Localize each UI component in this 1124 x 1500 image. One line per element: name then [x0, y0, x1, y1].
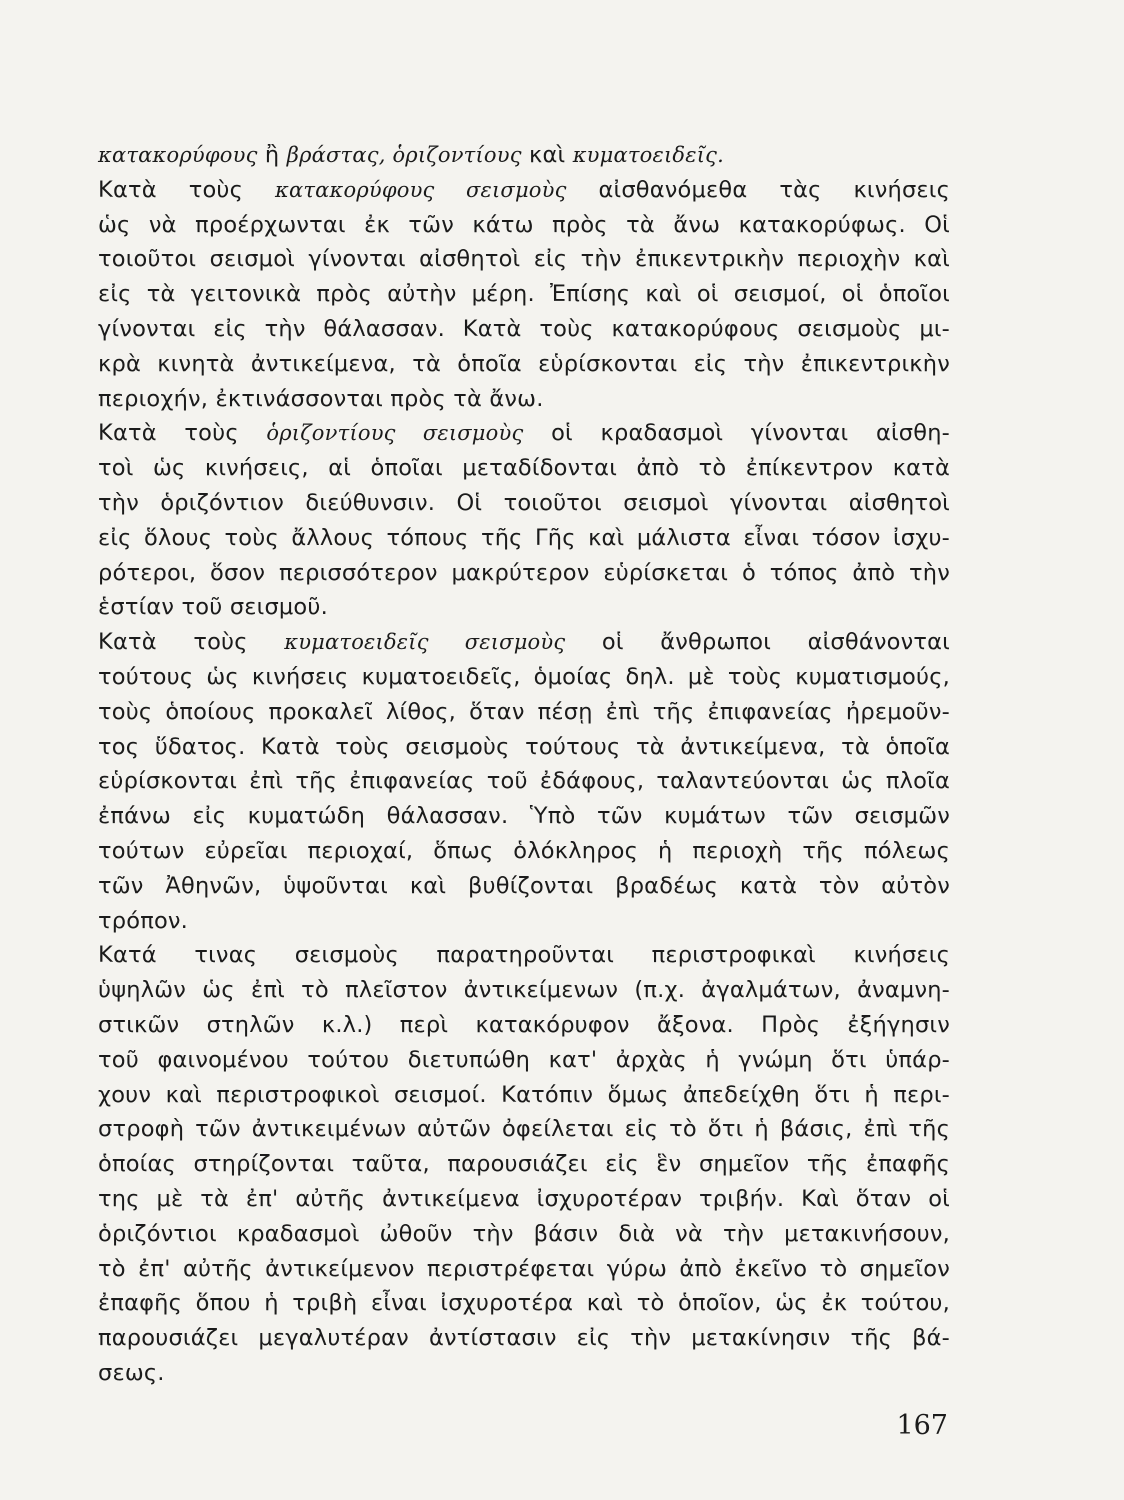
text-line	[98, 242, 950, 277]
text-line	[98, 347, 950, 382]
italic-term: κυματοειδεῖς σεισμοὺς	[284, 630, 566, 655]
page-number: 167	[896, 1410, 948, 1441]
text-line	[98, 521, 950, 556]
body-text	[98, 138, 950, 1391]
text-line	[98, 1008, 950, 1043]
paragraph	[98, 416, 950, 625]
text-line	[98, 869, 950, 904]
text-line	[98, 486, 950, 521]
text-run: Κατὰ τοὺς	[98, 420, 267, 447]
text-run: ὁριζόντιοι κραδασμοὶ ὠθοῦν τὴν βάσιν διὰ νὰ τὴν μετακινήσουν,	[98, 1220, 950, 1247]
text-run: ἐπάνω εἰς κυματώδη θάλασσαν. Ὑπὸ τῶν κυμάτων τῶν σεισμῶν	[98, 803, 950, 830]
text-line	[98, 1112, 950, 1147]
text-run: τοῦ φαινομένου τούτου διετυπώθη κατ' ἀρχὰς ἡ γνώμη ὅτι ὑπάρ-	[98, 1046, 950, 1073]
text-line	[98, 938, 950, 973]
text-run: τὴν ὁριζόντιον διεύθυνσιν. Οἱ τοιοῦτοι σεισμοὶ γίνονται αἰσθητοὶ	[98, 489, 950, 516]
text-run: καὶ	[521, 142, 573, 168]
text-line	[98, 764, 950, 799]
text-run: εἰς τὰ γειτονικὰ πρὸς αὐτὴν μέρη. Ἐπίσης καὶ οἱ σεισμοί, οἱ ὁποῖοι	[98, 281, 950, 308]
text-line	[98, 1217, 950, 1252]
text-line	[98, 416, 950, 451]
text-line	[98, 1252, 950, 1287]
text-line	[98, 1043, 950, 1078]
text-line	[98, 904, 950, 939]
text-run: γίνονται εἰς τὴν θάλασσαν. Κατὰ τοὺς κατακορύφους σεισμοὺς μι-	[98, 315, 950, 342]
text-run: οἱ κραδασμοὶ γίνονται αἰσθη-	[523, 420, 951, 447]
text-line	[98, 834, 950, 869]
text-line	[98, 973, 950, 1008]
text-line	[98, 382, 950, 417]
text-run: κρὰ κινητὰ ἀντικείμενα, τὰ ὁποῖα εὑρίσκονται εἰς τὴν ἐπικεντρικὴν	[98, 350, 950, 377]
text-run: τούτων εὐρεῖαι περιοχαί, ὅπως ὁλόκληρος ἡ περιοχὴ τῆς πόλεως	[98, 837, 950, 864]
text-line	[98, 1147, 950, 1182]
text-line	[98, 451, 950, 486]
text-line	[98, 799, 950, 834]
text-line	[98, 277, 950, 312]
text-run: τούτους ὡς κινήσεις κυματοειδεῖς, ὁμοίας δηλ. μὲ τοὺς κυματισμούς,	[98, 663, 950, 690]
text-run: ἢ	[257, 142, 287, 168]
text-run: της μὲ τὰ ἐπ' αὐτῆς ἀντικείμενα ἰσχυροτέραν τριβήν. Καὶ ὅταν οἱ	[98, 1185, 950, 1212]
text-run: σεως.	[98, 1359, 165, 1386]
text-run: τρόπον.	[98, 907, 189, 934]
paragraph	[98, 938, 950, 1390]
text-line	[98, 1182, 950, 1217]
text-line	[98, 173, 950, 208]
paragraph	[98, 625, 950, 938]
text-run: ὡς νὰ προέρχωνται ἐκ τῶν κάτω πρὸς τὰ ἄνω κατακορύφως. Οἱ	[98, 211, 950, 238]
text-run: περιοχήν, ἐκτινάσσονται πρὸς τὰ ἄνω.	[98, 385, 544, 412]
text-line	[98, 556, 950, 591]
text-run: Κατά τινας σεισμοὺς παρατηροῦνται περιστροφικαὶ κινήσεις	[98, 942, 950, 969]
text-line	[98, 208, 950, 243]
text-run: εἰς ὅλους τοὺς ἄλλους τόπους τῆς Γῆς καὶ μάλιστα εἶναι τόσον ἰσχυ-	[98, 524, 950, 551]
text-run: τοὺς ὁποίους προκαλεῖ λίθος, ὅταν πέσῃ ἐπὶ τῆς ἐπιφανείας ἠρεμοῦν-	[98, 698, 950, 725]
text-run: ἑστίαν τοῦ σεισμοῦ.	[98, 594, 328, 621]
text-line	[98, 1078, 950, 1113]
text-line	[98, 1356, 950, 1391]
text-run: οἱ ἄνθρωποι αἰσθάνονται	[565, 629, 950, 656]
text-line	[98, 138, 950, 173]
paragraph	[98, 173, 950, 417]
text-line	[98, 660, 950, 695]
text-run: αἰσθανόμεθα τὰς κινήσεις	[566, 176, 950, 203]
text-line	[98, 695, 950, 730]
text-run: εὑρίσκονται ἐπὶ τῆς ἐπιφανείας τοῦ ἐδάφους, ταλαντεύονται ὡς πλοῖα	[98, 768, 950, 795]
italic-term: ὁριζοντίους σεισμοὺς	[266, 421, 524, 446]
text-run: τοὶ ὡς κινήσεις, αἱ ὁποῖαι μεταδίδονται ἀπὸ τὸ ἐπίκεντρον κατὰ	[98, 455, 950, 482]
text-line	[98, 1286, 950, 1321]
text-line	[98, 625, 950, 660]
text-line	[98, 312, 950, 347]
text-run: τῶν Ἀθηνῶν, ὑψοῦνται καὶ βυθίζονται βραδέως κατὰ τὸν αὐτὸν	[98, 872, 950, 899]
text-run: στροφὴ τῶν ἀντικειμένων αὐτῶν ὀφείλεται εἰς τὸ ὅτι ἡ βάσις, ἐπὶ τῆς	[98, 1116, 950, 1143]
text-run: χουν καὶ περιστροφικοὶ σεισμοί. Κατόπιν ὅμως ἀπεδείχθη ὅτι ἡ περι-	[98, 1081, 950, 1108]
paragraph	[98, 138, 950, 173]
text-run: τοιοῦτοι σεισμοὶ γίνονται αἰσθητοὶ εἰς τὴν ἐπικεντρικὴν περιοχὴν καὶ	[98, 246, 950, 273]
text-run: ἐπαφῆς ὅπου ἡ τριβὴ εἶναι ἰσχυροτέρα καὶ τὸ ὁποῖον, ὡς ἐκ τούτου,	[98, 1290, 950, 1317]
italic-term: κατακορύφους σεισμοὺς	[274, 177, 567, 202]
italic-term: βράστας, ὁριζοντίους	[286, 143, 522, 167]
text-run: ρότεροι, ὅσον περισσότερον μακρύτερον εὑρίσκεται ὁ τόπος ἀπὸ τὴν	[98, 559, 950, 586]
text-line	[98, 590, 950, 625]
text-run: τος ὕδατος. Κατὰ τοὺς σεισμοὺς τούτους τὰ ἀντικείμενα, τὰ ὁποῖα	[98, 733, 950, 760]
text-run: τὸ ἐπ' αὐτῆς ἀντικείμενον περιστρέφεται γύρω ἀπὸ ἐκεῖνο τὸ σημεῖον	[98, 1255, 950, 1282]
italic-term: κατακορύφους	[98, 143, 258, 167]
italic-term: κυματοειδεῖς.	[572, 143, 725, 167]
text-run: Κατὰ τοὺς	[98, 629, 285, 656]
text-run: Κατὰ τοὺς	[98, 176, 275, 203]
text-run: ὁποίας στηρίζονται ταῦτα, παρουσιάζει εἰς ἓν σημεῖον τῆς ἐπαφῆς	[98, 1151, 950, 1178]
text-line	[98, 730, 950, 765]
text-line	[98, 1321, 950, 1356]
text-run: ὑψηλῶν ὡς ἐπὶ τὸ πλεῖστον ἀντικείμενων (π.χ. ἀγαλμάτων, ἀναμνη-	[98, 977, 950, 1004]
text-run: παρουσιάζει μεγαλυτέραν ἀντίστασιν εἰς τὴν μετακίνησιν τῆς βά-	[98, 1325, 950, 1352]
text-run: στικῶν στηλῶν κ.λ.) περὶ κατακόρυφον ἄξονα. Πρὸς ἐξήγησιν	[98, 1011, 950, 1038]
